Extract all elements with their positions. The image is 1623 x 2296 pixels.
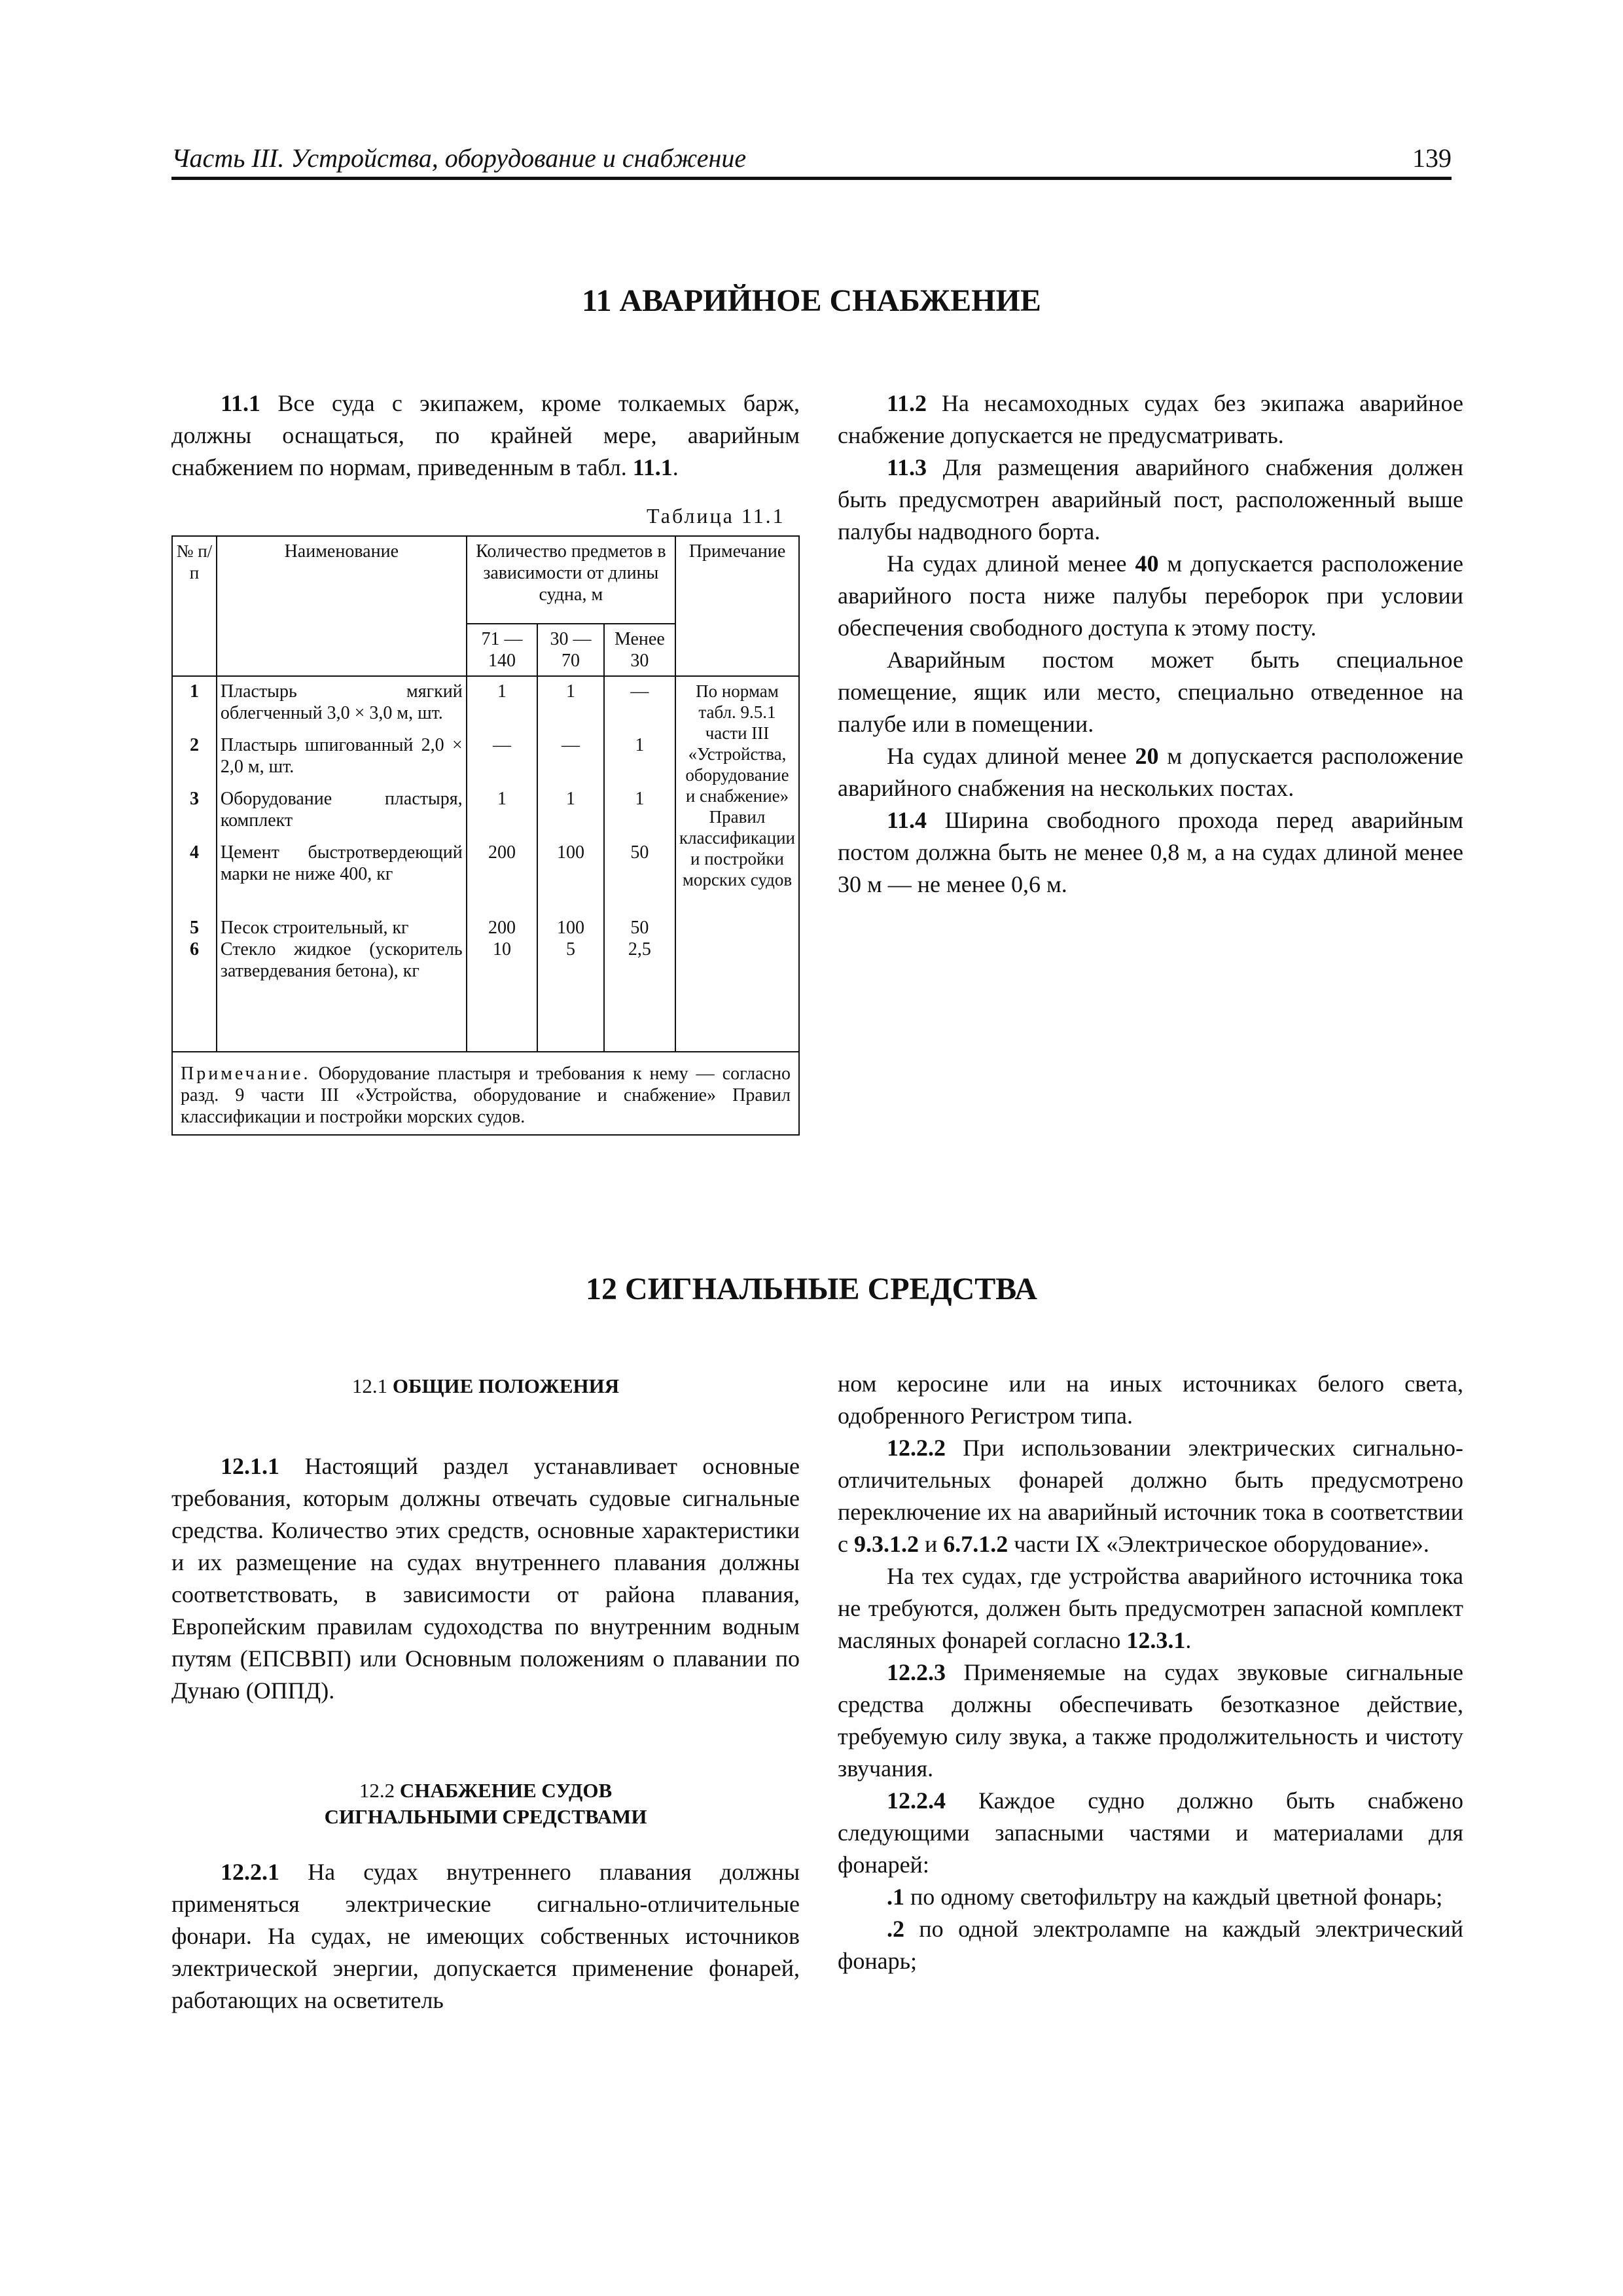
paragraph-text: по одной электролампе на каждый электрический фонарь;: [838, 1916, 1463, 1974]
list-item-2: [838, 1913, 1463, 1977]
bold-value: 20: [1135, 743, 1159, 769]
cell-value: 1: [566, 681, 575, 702]
cell-value: 1: [635, 789, 645, 809]
reference: 6.7.1.2: [943, 1531, 1008, 1557]
header-number: № п/п: [172, 536, 217, 676]
paragraph-text: части IX «Электрическое оборудование».: [1008, 1531, 1429, 1557]
section-11-right-column: [838, 387, 1463, 901]
header-length-under-30: Менее 30: [604, 624, 675, 676]
cell-value: —: [562, 735, 580, 755]
row-number: 1: [189, 681, 199, 702]
row-names: [217, 676, 467, 1052]
paragraph-text: по одному светофильтру на каждый цветной фонарь;: [904, 1884, 1443, 1910]
row-name: Пластырь мягкий облегченный 3,0 × 3,0 м, шт.: [220, 681, 463, 723]
cell-value: 100: [557, 842, 584, 863]
paragraph-text: При использовании электрических сигнально-отличительных фонарей должно быть предусмотрено переключение их на аварийный источник тока в соответствии с: [838, 1435, 1463, 1557]
cell-value: 200: [488, 918, 516, 938]
paragraph-text: На тех судах, где устройства аварийного источника тока не требуются, должен быть предусмотрен запасной комплект масляных фонарей согласно: [838, 1563, 1463, 1653]
paragraph-text: м допускается расположение аварийного поста ниже палубы переборок при условии обеспечения свободного доступа к этому посту.: [838, 550, 1463, 641]
running-header-title: Часть III. Устройства, оборудование и снабжение: [171, 143, 747, 173]
paragraph-12-2-4: [838, 1785, 1463, 1881]
clause-number: 11.2: [887, 390, 927, 416]
table-caption: Таблица 11.1: [647, 504, 785, 528]
cell-value: 50: [630, 918, 649, 938]
item-number: .2: [887, 1916, 904, 1942]
paragraph-12-1-1: [171, 1450, 800, 1707]
list-item-1: [838, 1881, 1463, 1913]
row-number: 6: [189, 939, 199, 960]
paragraph-11-4: [838, 804, 1463, 901]
cell-value: 1: [635, 735, 645, 755]
paragraph-text: м допускается расположение аварийного снабжения на нескольких постах.: [838, 743, 1463, 801]
clause-number: 12.2.3: [887, 1659, 946, 1685]
paragraph-text: На несамоходных судах без экипажа аварийное снабжение допускается не предусматривать.: [838, 390, 1463, 448]
header-length-71-140: 71 — 140: [467, 624, 538, 676]
subsection-title: ОБЩИЕ ПОЛОЖЕНИЯ: [392, 1374, 620, 1397]
row-number: 4: [189, 842, 199, 863]
paragraph-11-2: [838, 387, 1463, 452]
row-name: Оборудование пластыря, комплект: [220, 789, 463, 831]
clause-number: 12.1.1: [221, 1453, 279, 1479]
bold-value: 40: [1135, 550, 1159, 577]
subsection-number: 12.2: [359, 1779, 395, 1802]
cell-value: 2,5: [628, 939, 651, 960]
paragraph-text: На судах длиной менее: [887, 743, 1135, 769]
section-11-title: 11 АВАРИЙНОЕ СНАБЖЕНИЕ: [582, 283, 1041, 318]
paragraph-11-3-post: Аварийным постом может быть специальное помещение, ящик или место, специально отведенное на палубе или в помещении.: [838, 647, 1463, 737]
clause-number: 12.2.4: [887, 1787, 946, 1814]
header-length-30-70: 30 — 70: [537, 624, 604, 676]
table-note: [172, 1052, 799, 1135]
section-12-title: 12 СИГНАЛЬНЫЕ СРЕДСТВА: [586, 1272, 1037, 1306]
paragraph-text: .: [1185, 1627, 1192, 1653]
section-12-left-column: [171, 1373, 800, 2017]
paragraph-12-2-1-continued: ном керосине или на иных источниках белого света, одобренного Регистром типа.: [838, 1371, 1463, 1429]
row-name: Стекло жидкое (ускоритель затвердевания бетона), кг: [220, 939, 463, 981]
cell-value: 100: [557, 918, 584, 938]
page-number: 139: [1412, 143, 1452, 173]
paragraph-11-3-length-40: [838, 548, 1463, 644]
paragraph-12-2-2-spare-lamps: [838, 1560, 1463, 1657]
subsection-number: 12.1: [351, 1374, 388, 1397]
cell-value: 1: [566, 789, 575, 809]
paragraph-text: На судах внутреннего плавания должны применяться электрические сигнально-отличительные фонари. На судах, не имеющих собственных источников электрической энергии, допускается применение фонарей, работающих на осветитель: [171, 1859, 800, 2013]
clause-number: 12.2.1: [221, 1859, 279, 1885]
clause-number: 11.4: [887, 807, 927, 833]
paragraph-11-3: [838, 452, 1463, 548]
cell-value: 1: [497, 681, 507, 702]
row-number: 3: [189, 789, 199, 809]
paragraph-text: Каждое судно должно быть снабжено следующими запасными частями и материалами для фонарей:: [838, 1787, 1463, 1878]
header-remark: Примечание: [675, 536, 799, 676]
paragraph-11-1: [171, 387, 800, 484]
clause-number: 11.3: [887, 454, 927, 480]
note-label: Примечание.: [181, 1064, 311, 1084]
clause-number: 11.1: [221, 390, 261, 416]
row-number: 2: [189, 735, 199, 755]
paragraph-text: .: [672, 454, 679, 480]
paragraph-text: Для размещения аварийного снабжения должен быть предусмотрен аварийный пост, расположенный выше палубы надводного борта.: [838, 454, 1463, 545]
cell-value: —: [492, 735, 511, 755]
header-quantity: Количество предметов в зависимости от длины судна, м: [467, 536, 675, 624]
paragraph-12-2-3: [838, 1657, 1463, 1785]
reference: 12.3.1: [1126, 1627, 1186, 1653]
column-30-70: [537, 676, 604, 1052]
subsection-12-2-body: [171, 1856, 800, 2017]
row-name: Песок строительный, кг: [220, 918, 409, 938]
row-name: Цемент быстротвердеющий марки не ниже 400, кг: [220, 842, 463, 884]
remark-cell: По нормам табл. 9.5.1 части III «Устройства, оборудование и снабжение» Правил классификации и постройки морских судов: [675, 676, 799, 1052]
reference: 9.3.1.2: [853, 1531, 919, 1557]
clause-number: 12.2.2: [887, 1435, 946, 1461]
section-11-left-column: [171, 387, 800, 484]
paragraph-text: Ширина свободного прохода перед аварийным постом должна быть не менее 0,8 м, а на судах длиной менее 30 м — не менее 0,6 м.: [838, 807, 1463, 897]
subsection-12-2-title: [171, 1778, 800, 1830]
item-number: .1: [887, 1884, 904, 1910]
column-71-140: [467, 676, 538, 1052]
header-rule: [171, 177, 1452, 180]
subsection-12-1-body: [171, 1450, 800, 1707]
subsection-12-1-title: [171, 1373, 800, 1399]
cell-value: 5: [566, 939, 575, 960]
paragraph-text: На судах длиной менее: [887, 550, 1135, 577]
paragraph-text: Все суда с экипажем, кроме толкаемых барж, должны оснащаться, по крайней мере, аварийным снабжением по нормам, приведенным в табл.: [171, 390, 800, 480]
note-text: Оборудование пластыря и требования к нему — согласно разд. 9 части III «Устройства, оборудование и снабжение» Правил классификации и постройки морских судов.: [181, 1064, 791, 1127]
subsection-title: СНАБЖЕНИЕ СУДОВ: [399, 1779, 613, 1802]
row-numbers: [172, 676, 217, 1052]
cell-value: 200: [488, 842, 516, 863]
column-under-30: [604, 676, 675, 1052]
row-name: Пластырь шпигованный 2,0 × 2,0 м, шт.: [220, 735, 463, 777]
paragraph-text: Настоящий раздел устанавливает основные требования, которым должны отвечать судовые сигнальные средства. Количество этих средств, основные характеристики и их размещение на судах внутреннего плавания должны соответствовать, в зависимости от района плавания, Европейским правилам судоходства по внутренним водным путям (ЕПСВВП) или Основным положениям о плавании по Дунаю (ОППД).: [171, 1453, 800, 1704]
row-number: 5: [189, 918, 199, 938]
header-name: Наименование: [217, 536, 467, 676]
section-12-right-column: [838, 1368, 1463, 1977]
emergency-supply-table: [171, 535, 800, 1136]
cell-value: 50: [630, 842, 649, 863]
cell-value: 10: [492, 939, 511, 960]
paragraph-12-2-2: [838, 1432, 1463, 1560]
cell-value: 1: [497, 789, 507, 809]
table-reference: 11.1: [632, 454, 673, 480]
paragraph-12-2-1: [171, 1856, 800, 2017]
cell-value: —: [630, 681, 649, 702]
paragraph-text: Применяемые на судах звуковые сигнальные средства должны обеспечивать безотказное действие, требуемую силу звука, а также продолжительность и чистоту звучания.: [838, 1659, 1463, 1782]
paragraph-11-3-length-20: [838, 740, 1463, 804]
paragraph-text: и: [918, 1531, 944, 1557]
subsection-title-line-2: СИГНАЛЬНЫМИ СРЕДСТВАМИ: [324, 1805, 647, 1828]
